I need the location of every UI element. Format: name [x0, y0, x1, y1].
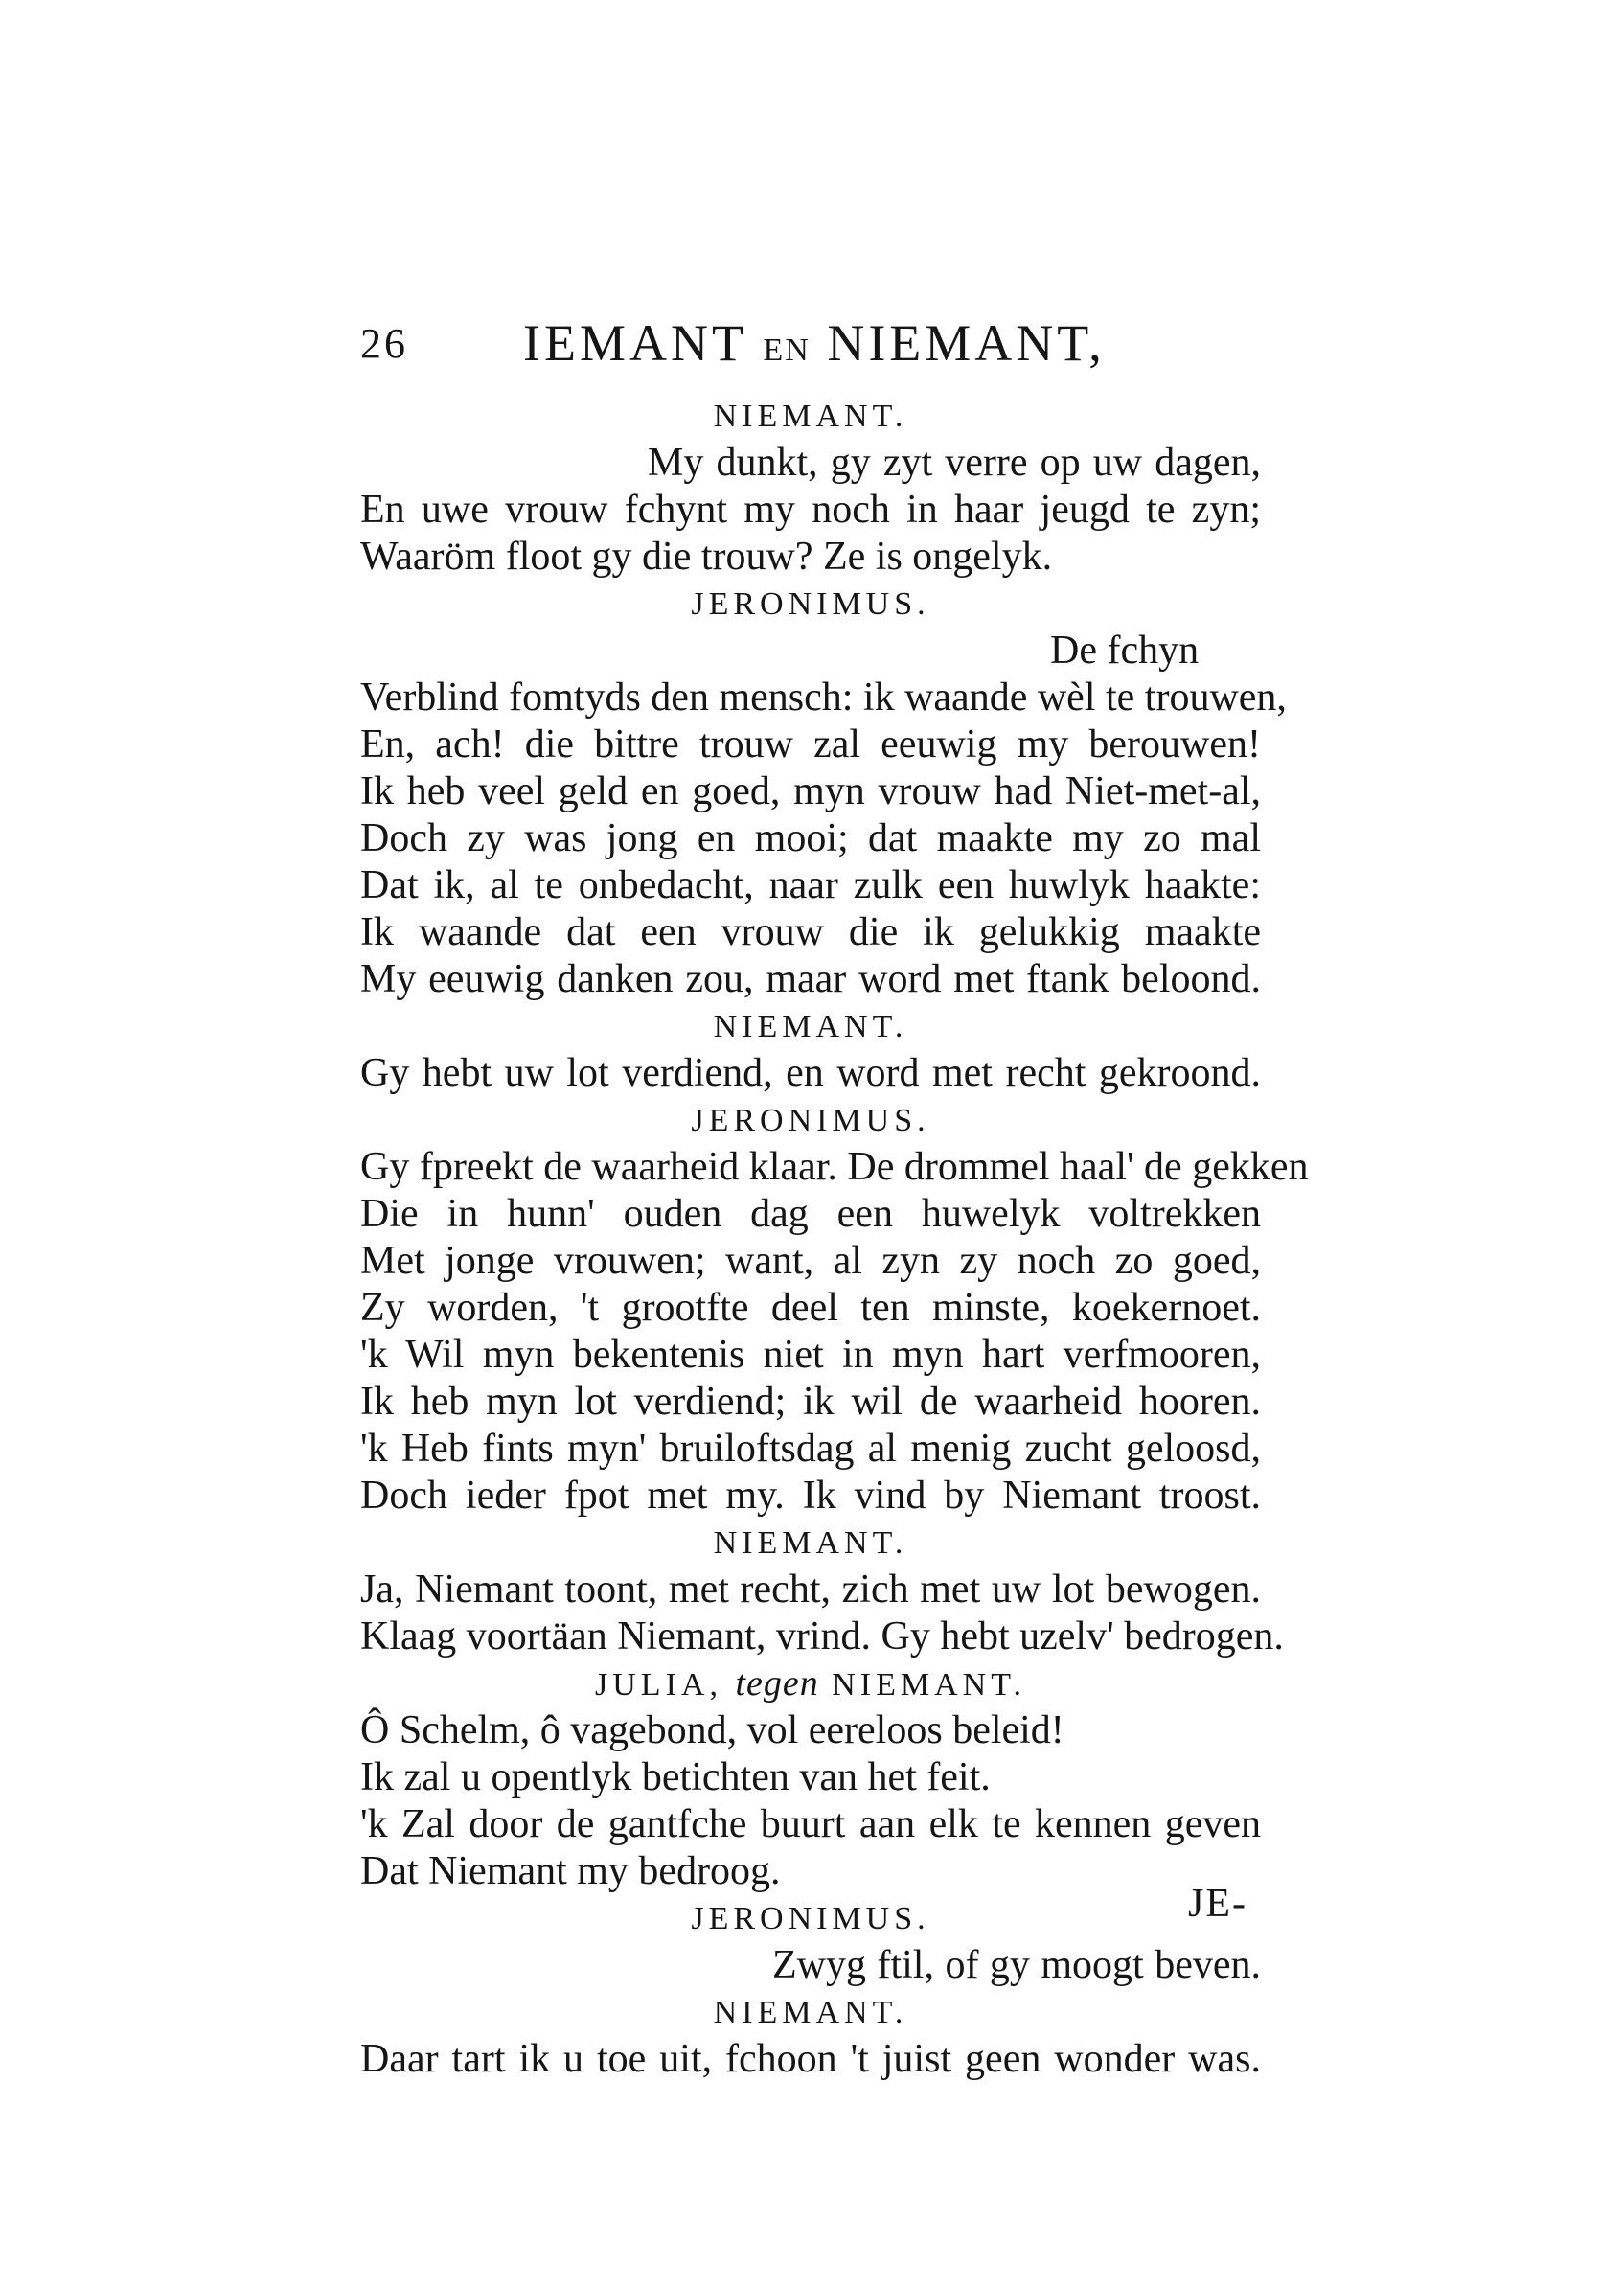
verse-line: Daar tart ik u toe uit, fchoon 't juist geen wonder was. — [360, 2037, 1261, 2081]
verse-line: Zwyg ftil, of gy moogt beven. — [772, 1943, 1261, 1987]
verse-line: Gy fpreekt de waarheid klaar. De drommel haal' de gekken — [360, 1145, 1309, 1189]
verse-line: De fchyn — [1050, 629, 1200, 673]
speaker-name-addressee: NIEMANT. — [832, 1667, 1026, 1703]
speaker-name: JERONIMUS. — [691, 1103, 930, 1138]
speaker-heading — [360, 393, 1261, 440]
verse-line: Ik zal u opentlyk betichten van het feit. — [360, 1755, 991, 1799]
verse-line: Ja, Niemant toont, met recht, zich met uw lot bewogen. — [360, 1567, 1261, 1612]
verse-line: Verblind fomtyds den mensch: ik waande wèl te trouwen, — [360, 675, 1287, 720]
verse-line: Met jonge vrouwen; want, al zyn zy noch zo goed, — [360, 1239, 1261, 1283]
speaker-heading — [360, 1097, 1261, 1144]
catchword: JE- — [1188, 1882, 1247, 1926]
running-title-part2: NIEMANT, — [827, 314, 1106, 372]
speaker-name: NIEMANT. — [713, 1525, 908, 1561]
speaker-heading — [360, 1003, 1261, 1050]
verse-line: Ô Schelm, ô vagebond, vol eereloos beleid! — [360, 1708, 1064, 1752]
verse-line: Dat ik, al te onbedacht, naar zulk een huwlyk haakte: — [360, 863, 1261, 907]
running-title-part1: IEMANT — [523, 314, 746, 372]
verse-line: Doch zy was jong en mooi; dat maakte my zo mal — [360, 816, 1261, 860]
verse-line: 'k Heb fints myn' bruiloftsdag al menig zucht geloosd, — [360, 1427, 1261, 1471]
verse-text — [360, 393, 1309, 2083]
verse-line: Doch ieder fpot met my. Ik vind by Niemant troost. — [360, 1474, 1261, 1518]
verse-line: 'k Wil myn bekentenis niet in myn hart verfmooren, — [360, 1333, 1261, 1377]
speaker-name: JERONIMUS. — [691, 586, 930, 622]
speaker-name: NIEMANT. — [713, 1995, 908, 2030]
verse-line: Ik waande dat een vrouw die ik gelukkig maakte — [360, 910, 1261, 954]
verse-line: Ik heb myn lot verdiend; ik wil de waarheid hooren. — [360, 1380, 1261, 1424]
speaker-heading — [360, 1895, 1261, 1942]
verse-line: En, ach! die bittre trouw zal eeuwig my berouwen! — [360, 722, 1261, 766]
verse-line: Zy worden, 't grootfte deel ten minste, koekernoet. — [360, 1286, 1261, 1330]
verse-line: Dat Niemant my bedroog. — [360, 1849, 781, 1893]
speaker-name: JULIA, — [595, 1667, 722, 1703]
verse-line: Die in hunn' ouden dag een huwelyk voltrekken — [360, 1192, 1261, 1236]
page-header — [360, 314, 1261, 396]
verse-line: En uwe vrouw fchynt my noch in haar jeugd te zyn; — [360, 488, 1261, 532]
speaker-name: JERONIMUS. — [691, 1901, 930, 1936]
speaker-heading — [360, 1660, 1261, 1707]
speaker-name: NIEMANT. — [713, 1009, 908, 1044]
page-number: 26 — [360, 320, 408, 367]
verse-line: Waaröm floot gy die trouw? Ze is ongelyk. — [360, 535, 1053, 579]
speaker-heading — [360, 1989, 1261, 2036]
verse-line: My dunkt, gy zyt verre op uw dagen, — [648, 441, 1261, 485]
stage-direction: tegen — [735, 1663, 819, 1704]
verse-line: Ik heb veel geld en goed, myn vrouw had Niet-met-al, — [360, 769, 1261, 813]
running-title-connector: EN — [763, 332, 811, 368]
verse-line: Gy hebt uw lot verdiend, en word met recht gekroond. — [360, 1051, 1261, 1095]
speaker-heading — [360, 581, 1261, 628]
verse-line: 'k Zal door de gantfche buurt aan elk te kennen geven — [360, 1802, 1261, 1846]
speaker-name: NIEMANT. — [713, 399, 908, 434]
speaker-heading — [360, 1520, 1261, 1567]
running-title — [523, 313, 1106, 373]
verse-line: My eeuwig danken zou, maar word met ftank beloond. — [360, 957, 1261, 1001]
verse-line: Klaag voortäan Niemant, vrind. Gy hebt uzelv' bedrogen. — [360, 1614, 1284, 1659]
